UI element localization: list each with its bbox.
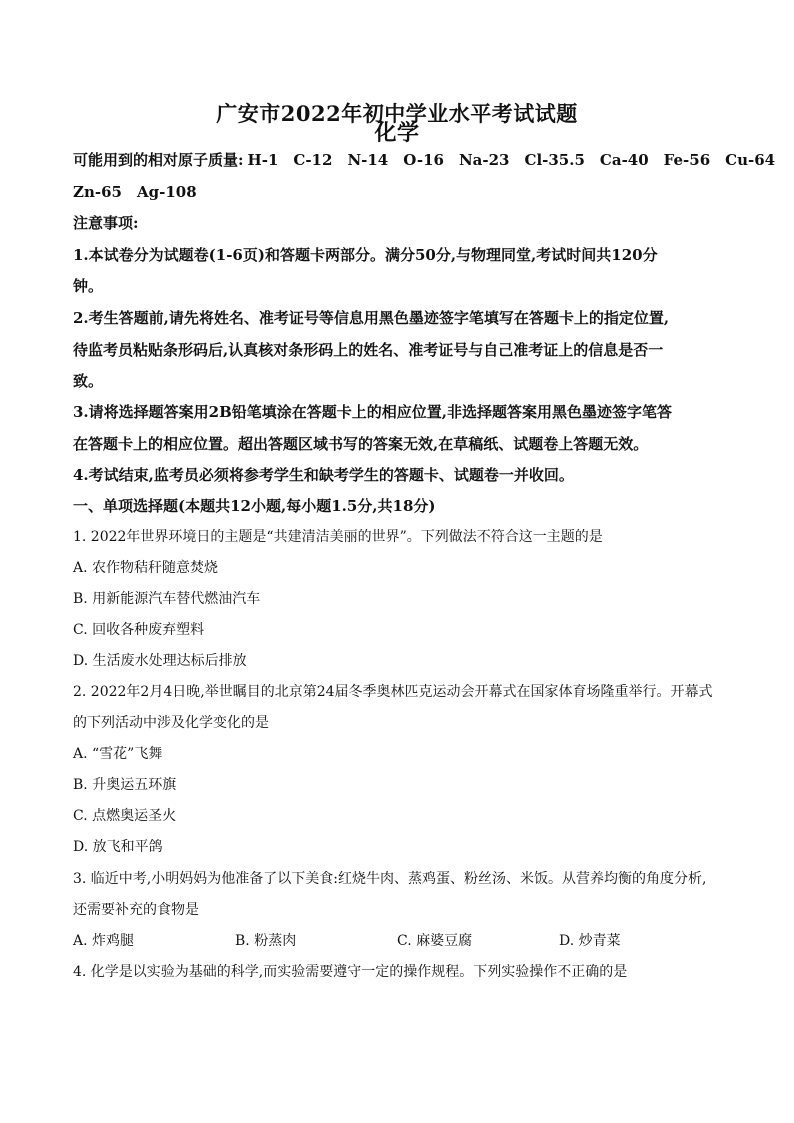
question-1-option-c: C. 回收各种废弃塑料 <box>73 622 205 638</box>
question-1-option-b: B. 用新能源汽车替代燃油汽车 <box>73 591 261 607</box>
atomic-mass-item: Na-23 <box>458 151 510 169</box>
atomic-mass-item: Cu-64 <box>725 151 776 169</box>
question-3-options <box>73 931 734 951</box>
atomic-mass-item: Fe-56 <box>663 151 711 169</box>
atomic-mass-item: O-16 <box>403 151 444 169</box>
section-heading: 一、单项选择题(本题共12小题,每小题1.5分,共18分) <box>73 497 436 515</box>
note-line: 4.考试结束,监考员必须将参考学生和缺考学生的答题卡、试题卷一并收回。 <box>73 466 574 484</box>
question-1-stem: 1. 2022年世界环境日的主题是“共建清洁美丽的世界”。下列做法不符合这一主题的是 <box>73 529 603 545</box>
note-line: 3.请将选择题答案用2B铅笔填涂在答题卡上的相应位置,非选择题答案用黑色墨迹签字笔答 <box>73 403 673 421</box>
atomic-mass-item: Ca-40 <box>599 151 649 169</box>
question-2-option-d: D. 放飞和平鸽 <box>73 839 163 855</box>
note-line: 1.本试卷分为试题卷(1-6页)和答题卡两部分。满分50分,与物理同堂,考试时间共120分 <box>73 246 658 264</box>
note-line: 在答题卡上的相应位置。超出答题区域书写的答案无效,在草稿纸、试题卷上答题无效。 <box>73 435 649 453</box>
question-1-option-a: A. 农作物秸秆随意焚烧 <box>73 560 219 576</box>
notes-heading: 注意事项: <box>73 214 139 232</box>
note-line: 致。 <box>73 372 104 390</box>
atomic-mass-item: C-12 <box>293 151 333 169</box>
atomic-mass-item: Zn-65 <box>73 183 122 201</box>
note-line: 2.考生答题前,请先将姓名、准考证号等信息用黑色墨迹签字笔填写在答题卡上的指定位置, <box>73 309 670 327</box>
question-2-option-b: B. 升奥运五环旗 <box>73 777 177 793</box>
atomic-mass-row-2 <box>73 182 734 202</box>
atomic-mass-item: N-14 <box>347 151 389 169</box>
subject-title: 化学 <box>374 120 420 146</box>
question-4-stem: 4. 化学是以实验为基础的科学,而实验需要遵守一定的操作规程。下列实验操作不正确的是 <box>73 964 628 980</box>
question-3-option-a: A. 炸鸡腿 <box>73 933 135 949</box>
question-2-stem-line-2: 的下列活动中涉及化学变化的是 <box>73 715 269 731</box>
question-3-option-d: D. 炒青菜 <box>559 933 621 949</box>
question-3-stem-line-1: 3. 临近中考,小明妈妈为他准备了以下美食:红烧牛肉、蒸鸡蛋、粉丝汤、米饭。从营养均衡的角度分析, <box>73 871 707 887</box>
exam-title: 广安市2022年初中学业水平考试试题 <box>216 101 578 126</box>
note-line: 钟。 <box>73 277 104 295</box>
question-2-stem-line-1: 2. 2022年2月4日晚,举世瞩目的北京第24届冬季奥林匹克运动会开幕式在国家体育场隆重举行。开幕式 <box>73 684 713 700</box>
atomic-mass-item: Ag-108 <box>136 183 197 201</box>
note-line: 待监考员粘贴条形码后,认真核对条形码上的姓名、准考证号与自己准考证上的信息是否一 <box>73 341 664 359</box>
atomic-mass-row-1 <box>73 150 776 170</box>
question-1-option-d: D. 生活废水处理达标后排放 <box>73 653 247 669</box>
question-2-option-c: C. 点燃奥运圣火 <box>73 808 177 824</box>
atomic-mass-label: 可能用到的相对原子质量: <box>73 151 244 169</box>
atomic-mass-item: Cl-35.5 <box>524 151 585 169</box>
question-3-option-c: C. 麻婆豆腐 <box>397 933 473 949</box>
question-2-option-a: A. “雪花”飞舞 <box>73 746 163 762</box>
question-3-stem-line-2: 还需要补充的食物是 <box>73 902 199 918</box>
question-3-option-b: B. 粉蒸肉 <box>235 933 297 949</box>
atomic-mass-item: H-1 <box>247 151 279 169</box>
